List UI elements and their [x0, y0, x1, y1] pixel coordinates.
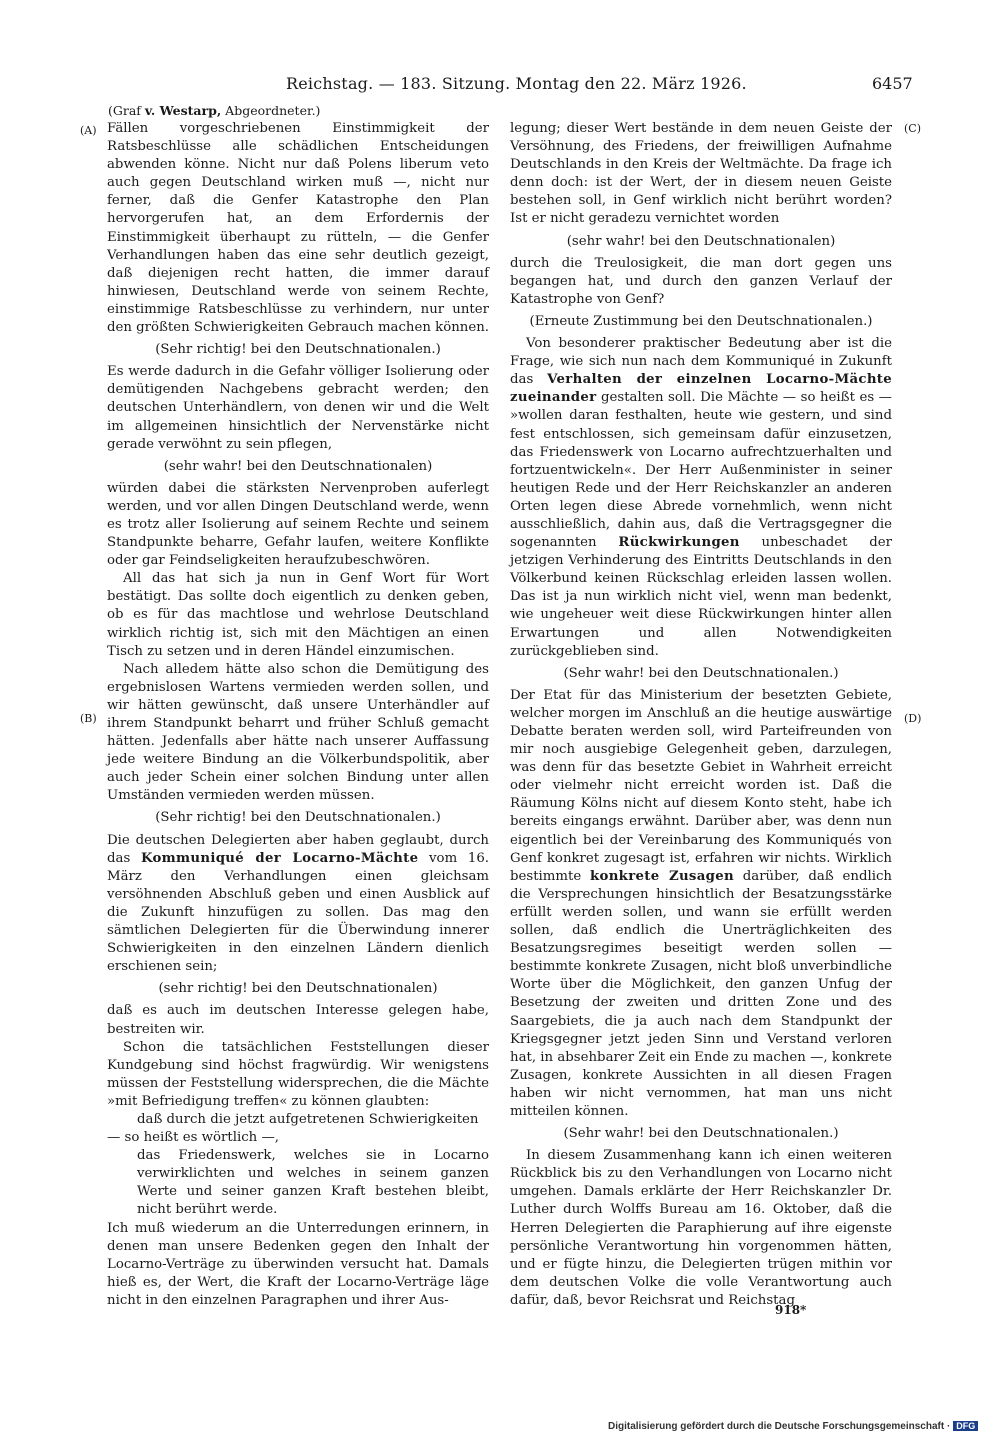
paragraph: legung; dieser Wert bestände in dem neuen Geiste der Versöhnung, des Friedens, der freiwilligen Aufnahme Deutschlands in den Kreis der Weltmächte. Da frage ich denn doch: ist der Wert, der in diesem neuen Geiste bestehen soll, in Genf wirklich nicht berührt worden? Ist er nicht geradezu vernichtet worden	[510, 121, 892, 227]
footer-text: Digitalisierung gefördert durch die Deutsche Forschungsgemeinschaft ·	[608, 1421, 951, 1432]
quote-line: das Friedenswerk, welches sie in Locarno verwirklichten und welches in seinem ganzen Werte und seiner ganzen Kraft bestehen bleibt, nicht berührt werde.	[137, 1148, 489, 1218]
text-run: Die deutschen Delegierten aber haben geglaubt, durch das	[107, 832, 489, 866]
emphasis: konkrete Zusagen	[590, 868, 734, 884]
paragraph: Ich muß wiederum an die Unterredungen erinnern, in denen man unsere Bedenken gegen den Inhalt der Locarno-Verträge zu überwinden versucht hat. Damals hieß es, der Wert, die Kraft der Locarno-Verträge läge nicht in den einzelnen Paragraphen und ihrer Aus-	[107, 1220, 489, 1308]
interjection: (Sehr wahr! bei den Deutschnationalen.)	[563, 1126, 839, 1142]
paragraph: Schon die tatsächlichen Feststellungen dieser Kundgebung sind höchst fragwürdig. Wir wenigstens müssen der Feststellung widersprechen, die die Mächte »mit Befriedigung treffen« zu können glaubten:	[107, 1039, 489, 1109]
paragraph: durch die Treulosigkeit, die man dort gegen uns begangen hat, und durch den ganzen Verlauf der Katastrophe von Genf?	[510, 255, 892, 307]
text-run: vom 16. März den Verhandlungen einen gleichsam versöhnenden Abschluß geben und einen Ausblick auf die Zukunft hinzufügen zu sollen. Das mag den sämtlichen Delegierten für die Überwindung innerer Schwierigkeiten in den einzelnen Ländern dienlich erschienen sein;	[107, 850, 489, 975]
speaker-name: v. Westarp,	[144, 103, 222, 118]
text-run: Von besonderer praktischer Bedeutung aber ist die Frage, wie sich nun nach dem Kommuniqué in Zukunft das	[510, 336, 892, 388]
paragraph: In diesem Zusammenhang kann ich einen weiteren Rückblick bis zu den Verhandlungen von Locarno nicht umgehen. Damals erklärte der Herr Reichskanzler Dr. Luther durch Wolffs Bureau am 16. Oktober, daß die Herren Delegierten die Paraphierung auf ihre eigenste persönliche Verantwortung hin vorgenommen hätten, und er fügte hinzu, die Delegierten trügen mithin vor dem deutschen Volke die volle Verantwortung auch dafür, daß, bevor Reichsrat und Reichstag	[510, 1148, 892, 1308]
page-number: 6457	[872, 74, 913, 93]
margin-marker-b: (B)	[80, 712, 97, 725]
interjection: (Sehr richtig! bei den Deutschnationalen.)	[155, 810, 441, 826]
margin-marker-c: (C)	[904, 122, 921, 135]
text-run: unbeschadet der jetzigen Verhinderung des Eintritts Deutschlands in den Völkerbund keinen Rückschlag erleiden lassen wollen. Das ist ja nun wirklich nicht viel, wenn man bedenkt, wie ungeheuer weit diese Rückwirkungen hinter allen Erwartungen und allen Notwendigkeiten zurückgeblieben sind.	[510, 535, 892, 659]
right-column	[510, 120, 892, 1310]
paragraph	[510, 335, 892, 661]
interjection: (sehr wahr! bei den Deutschnationalen)	[566, 233, 836, 249]
paragraph: Fällen vorgeschriebenen Einstimmigkeit der Ratsbeschlüsse alle schädlichen Entscheidungen abwenden könne. Nicht nur daß Polens liberum veto auch gegen Deutschland wirken muß —, nicht nur ferner, daß die Genfer Katastrophe den Plan hervorgerufen hat, an dem Erfordernis der Einstimmigkeit überhaupt zu rütteln, — die Genfer Verhandlungen haben das eine sehr deutlich gezeigt, daß diejenigen recht hatten, die immer darauf hinwiesen, Deutschland werde von seinem Rechte, einstimmige Ratsbeschlüsse zu verhindern, nur unter den größten Schwierigkeiten Gebrauch machen können.	[107, 121, 489, 336]
interjection: (Sehr wahr! bei den Deutschnationalen.)	[563, 665, 839, 681]
paragraph: All das hat sich ja nun in Genf Wort für Wort bestätigt. Das sollte doch eigentlich zu denken geben, ob es für das machtlose und wehrlose Deutschland wirklich richtig ist, sich mit den Mächtigen an einen Tisch zu setzen und in deren Händel einzumischen.	[107, 571, 489, 659]
text-run: darüber, daß endlich die Versprechungen hinsichtlich der Besatzungsstärke erfüllt werden sollen, und wann sie erfüllt werden sollen, daß endlich die Unerträglichkeiten des Besatzungsregimes beseitigt werden sollen — bestimmte konkrete Zusagen, nicht bloß unverbindliche Worte über die Möglichkeit, den ganzen Unfug der Besetzung der zweiten und dritten Zone und des Saargebiets, die ja auch nach dem Standpunkt der Kriegsgegner jetzt jeden Sinn und Verstand verloren hat, in absehbarer Zeit ein Ende zu machen —, konkrete Zusagen, konkrete Aussichten in all diesen Fragen haben wir nicht vernommen, hat man uns nicht mitteilen können.	[510, 868, 892, 1119]
speaker-role: Abgeordneter.)	[225, 103, 321, 118]
left-column	[107, 120, 489, 1310]
page-header	[0, 74, 1000, 96]
speaker-prefix: (Graf	[108, 103, 141, 118]
emphasis: Rückwirkungen	[618, 535, 740, 551]
interjection: (sehr richtig! bei den Deutschnationalen)	[158, 981, 438, 997]
paragraph: würden dabei die stärksten Nervenproben auferlegt werden, und vor allen Dingen Deutschland werde, wenn es trotz aller Isolierung auf seinem Rechte und seinem Standpunkte beharre, Gefahr laufen, weitere Konflikte oder gar Feindseligkeiten heraufzubeschwören.	[107, 480, 489, 569]
speaker-line	[108, 103, 320, 118]
paragraph: daß es auch im deutschen Interesse gelegen habe, bestreiten wir.	[107, 1003, 489, 1037]
interjection: (Sehr richtig! bei den Deutschnationalen.)	[155, 342, 441, 358]
signature-mark: 918*	[775, 1303, 807, 1317]
text-run: gestalten soll. Die Mächte — so heißt es — »wollen daran festhalten, heute wie gestern, und sind fest entschlossen, sich gemeinsam dafür einzusetzen, das Friedenswerk von Locarno aufrechtzuerhalten und fortzuentwickeln«. Der Herr Außenminister in seiner heutigen Rede und der Herr Reichskanzler an anderen Orten legen diese Abrede vornehmlich, wenn nicht ausschließlich, dahin aus, daß die Vertragsgegner die sogenannten	[510, 390, 892, 551]
dfg-logo: DFG	[953, 1421, 978, 1431]
quote-aside: — so heißt es wörtlich —,	[107, 1130, 279, 1146]
footer-credit	[608, 1421, 978, 1432]
running-title: Reichstag. — 183. Sitzung. Montag den 22. März 1926.	[286, 74, 747, 93]
emphasis: Kommuniqué der Locarno-Mächte	[140, 850, 419, 866]
paragraph: Nach alledem hätte also schon die Demütigung des ergebnislosen Wartens vermieden werden sollen, und wir hätten gewünscht, daß unsere Unterhändler auf ihrem Standpunkt beharrt und früher Schluß gemacht hätten. Jedenfalls aber hätte nach unserer Auffassung jede weitere Bindung an die Völkerbundspolitik, aber auch jeder Schein einer solchen Bindung unter allen Umständen vermieden werden müssen.	[107, 661, 489, 804]
interjection: (Erneute Zustimmung bei den Deutschnationalen.)	[529, 313, 873, 329]
margin-marker-a: (A)	[80, 124, 97, 137]
quote-line: daß durch die jetzt aufgetretenen Schwierigkeiten	[137, 1111, 479, 1127]
margin-marker-d: (D)	[904, 712, 922, 725]
paragraph	[107, 832, 489, 977]
emphasis: Verhalten der einzelnen Locarno-Mächte zueinander	[510, 372, 892, 406]
interjection: (sehr wahr! bei den Deutschnationalen)	[163, 458, 433, 474]
text-run: Der Etat für das Ministerium der besetzten Gebiete, welcher morgen im Anschluß an die heutige auswärtige Debatte beraten werden soll, wird Parteifreunden von mir noch ausgiebige Gelegenheit geben, darzulegen, was denn für das besetzte Gebiet in Wahrheit erreicht oder vielmehr nicht erreicht worden ist. Daß die Räumung Kölns nicht auf diesem Konto steht, habe ich bereits eingangs erwähnt. Darüber aber, was denn nun eigentlich bei der Vereinbarung des Kommuniqués von Genf konkret zugesagt ist, erfahren wir nichts. Wirklich bestimmte	[510, 687, 892, 884]
paragraph	[510, 687, 892, 1121]
paragraph: Es werde dadurch in die Gefahr völliger Isolierung oder demütigenden Nachgebens gebracht werden; den deutschen Unterhändlern, von denen wir und die Welt im allgemeinen hinsichtlich der Nervenstärke nicht gerade verwöhnt zu sein pflegen,	[107, 364, 489, 452]
